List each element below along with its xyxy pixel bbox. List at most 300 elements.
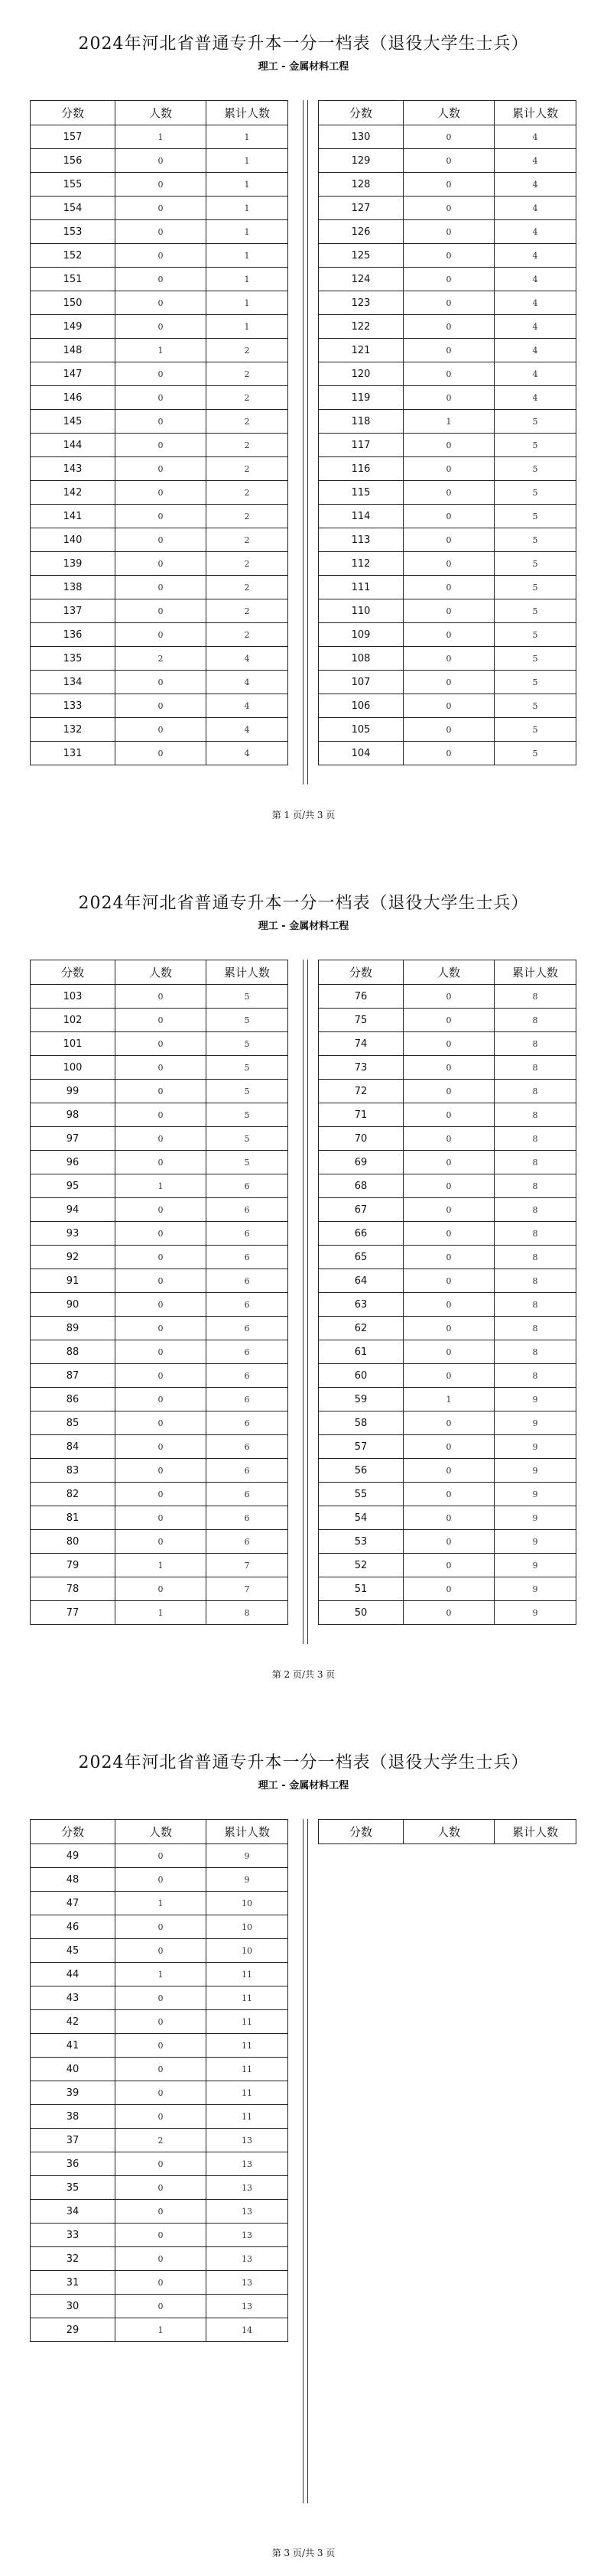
count-cell: 0 [115, 1577, 206, 1601]
table-row [319, 1103, 576, 1127]
table-row [319, 244, 576, 268]
count-cell: 0 [404, 718, 495, 742]
score-cell: 55 [319, 1483, 404, 1506]
cumulative-cell: 4 [495, 386, 576, 410]
count-cell: 0 [115, 1317, 206, 1340]
count-cell: 0 [115, 268, 206, 291]
cumulative-cell: 2 [206, 599, 288, 623]
score-cell: 126 [319, 220, 404, 244]
score-cell: 92 [31, 1246, 115, 1269]
cumulative-cell: 4 [495, 220, 576, 244]
header-count: 人数 [404, 1820, 495, 1844]
score-cell: 34 [31, 2200, 115, 2224]
cumulative-cell: 6 [206, 1246, 288, 1269]
score-cell: 124 [319, 268, 404, 291]
cumulative-cell: 4 [495, 149, 576, 173]
count-cell: 0 [404, 1269, 495, 1293]
count-cell: 0 [115, 2081, 206, 2105]
score-cell: 89 [31, 1317, 115, 1340]
cumulative-cell: 9 [495, 1554, 576, 1577]
table-row [31, 623, 288, 647]
count-cell: 0 [404, 481, 495, 505]
cumulative-cell: 1 [206, 268, 288, 291]
page-footer: 第 1 页/共 3 页 [271, 810, 336, 820]
table-header-row [31, 960, 288, 985]
header-score: 分数 [319, 101, 404, 125]
count-cell: 0 [115, 528, 206, 552]
cumulative-cell: 6 [206, 1411, 288, 1435]
table-row [319, 1198, 576, 1222]
count-cell: 0 [115, 1939, 206, 1963]
table-row [31, 552, 288, 576]
cumulative-cell: 5 [495, 481, 576, 505]
cumulative-cell: 13 [206, 2224, 288, 2247]
header-cumulative: 累计人数 [495, 101, 576, 125]
cumulative-cell: 13 [206, 2176, 288, 2200]
table-row [31, 1174, 288, 1198]
count-cell: 0 [404, 1222, 495, 1246]
cumulative-cell: 1 [206, 220, 288, 244]
table-row [319, 742, 576, 765]
score-cell: 144 [31, 434, 115, 457]
count-cell: 0 [404, 1601, 495, 1625]
table-row [31, 1963, 288, 1986]
cumulative-cell: 8 [495, 1340, 576, 1364]
header-score: 分数 [31, 960, 115, 985]
score-cell: 125 [319, 244, 404, 268]
count-cell: 0 [115, 1986, 206, 2010]
page-title: 2024年河北省普通专升本一分一档表（退役大学生士兵） [78, 894, 529, 913]
count-cell: 0 [115, 1198, 206, 1222]
count-cell: 0 [404, 268, 495, 291]
table-row [31, 1483, 288, 1506]
cumulative-cell: 13 [206, 2200, 288, 2224]
score-cell: 112 [319, 552, 404, 576]
score-cell: 121 [319, 339, 404, 362]
count-cell: 0 [115, 1364, 206, 1388]
cumulative-cell: 11 [206, 1963, 288, 1986]
table-row [31, 2224, 288, 2247]
score-cell: 57 [319, 1435, 404, 1459]
score-cell: 46 [31, 1915, 115, 1939]
table-row [31, 291, 288, 315]
cumulative-cell: 5 [206, 985, 288, 1009]
table-row [31, 2200, 288, 2224]
cumulative-cell: 14 [206, 2318, 288, 2342]
score-cell: 61 [319, 1340, 404, 1364]
cumulative-cell: 8 [495, 1364, 576, 1388]
table-row [319, 1601, 576, 1625]
score-cell: 133 [31, 694, 115, 718]
count-cell: 1 [115, 1601, 206, 1625]
score-cell: 47 [31, 1892, 115, 1915]
cumulative-cell: 8 [495, 1009, 576, 1032]
count-cell: 0 [115, 2176, 206, 2200]
count-cell: 0 [115, 1506, 206, 1530]
header-count: 人数 [404, 960, 495, 985]
score-cell: 153 [31, 220, 115, 244]
count-cell: 0 [404, 1435, 495, 1459]
score-cell: 73 [319, 1056, 404, 1080]
count-cell: 0 [404, 1103, 495, 1127]
count-cell: 0 [115, 552, 206, 576]
table-row [319, 599, 576, 623]
count-cell: 0 [404, 1483, 495, 1506]
table-row [31, 386, 288, 410]
cumulative-cell: 9 [495, 1506, 576, 1530]
count-cell: 0 [404, 647, 495, 671]
score-cell: 72 [319, 1080, 404, 1103]
count-cell: 0 [115, 1530, 206, 1554]
cumulative-cell: 5 [495, 552, 576, 576]
score-cell: 90 [31, 1293, 115, 1317]
cumulative-cell: 2 [206, 623, 288, 647]
score-cell: 40 [31, 2058, 115, 2081]
score-cell: 119 [319, 386, 404, 410]
table-row [31, 599, 288, 623]
count-cell: 0 [115, 2034, 206, 2058]
count-cell: 0 [115, 291, 206, 315]
table-row [31, 1411, 288, 1435]
table-row [319, 410, 576, 434]
cumulative-cell: 8 [206, 1601, 288, 1625]
table-row [31, 1388, 288, 1411]
table-row [31, 315, 288, 339]
cumulative-cell: 1 [206, 149, 288, 173]
table-row [319, 1127, 576, 1151]
cumulative-cell: 2 [206, 552, 288, 576]
cumulative-cell: 11 [206, 2034, 288, 2058]
table-row [319, 1459, 576, 1483]
column-divider [303, 1819, 308, 2503]
score-cell: 138 [31, 576, 115, 599]
score-cell: 66 [319, 1222, 404, 1246]
count-cell: 0 [115, 2224, 206, 2247]
count-cell: 0 [115, 694, 206, 718]
count-cell: 0 [404, 1577, 495, 1601]
score-cell: 134 [31, 671, 115, 694]
score-cell: 157 [31, 125, 115, 149]
cumulative-cell: 8 [495, 1174, 576, 1198]
count-cell: 0 [115, 718, 206, 742]
score-table-right [318, 960, 576, 1625]
count-cell: 0 [115, 362, 206, 386]
score-cell: 49 [31, 1844, 115, 1868]
cumulative-cell: 4 [495, 244, 576, 268]
count-cell: 0 [115, 1127, 206, 1151]
table-row [31, 1986, 288, 2010]
table-row [31, 985, 288, 1009]
count-cell: 0 [404, 671, 495, 694]
cumulative-cell: 7 [206, 1577, 288, 1601]
score-cell: 42 [31, 2010, 115, 2034]
table-row [319, 647, 576, 671]
cumulative-cell: 9 [495, 1601, 576, 1625]
cumulative-cell: 6 [206, 1340, 288, 1364]
cumulative-cell: 8 [495, 1103, 576, 1127]
count-cell: 1 [115, 125, 206, 149]
cumulative-cell: 5 [206, 1127, 288, 1151]
score-cell: 96 [31, 1151, 115, 1174]
score-cell: 88 [31, 1340, 115, 1364]
cumulative-cell: 9 [495, 1411, 576, 1435]
table-row [319, 1411, 576, 1435]
score-cell: 76 [319, 985, 404, 1009]
cumulative-cell: 6 [206, 1435, 288, 1459]
count-cell: 0 [404, 1293, 495, 1317]
table-row [319, 125, 576, 149]
table-row [31, 434, 288, 457]
count-cell: 0 [115, 2247, 206, 2271]
table-row [319, 1293, 576, 1317]
table-row [319, 1388, 576, 1411]
count-cell: 0 [115, 1246, 206, 1269]
cumulative-cell: 5 [206, 1103, 288, 1127]
cumulative-cell: 11 [206, 2081, 288, 2105]
table-header-row [319, 1820, 576, 1844]
score-table-left [30, 1819, 288, 2342]
table-row [31, 2081, 288, 2105]
score-cell: 135 [31, 647, 115, 671]
cumulative-cell: 2 [206, 339, 288, 362]
cumulative-cell: 13 [206, 2271, 288, 2295]
count-cell: 0 [404, 623, 495, 647]
count-cell: 0 [404, 362, 495, 386]
score-table-left [30, 960, 288, 1625]
score-cell: 81 [31, 1506, 115, 1530]
table-row [31, 1103, 288, 1127]
header-count: 人数 [115, 1820, 206, 1844]
count-cell: 1 [115, 1174, 206, 1198]
cumulative-cell: 5 [495, 576, 576, 599]
cumulative-cell: 10 [206, 1939, 288, 1963]
table-row [319, 1506, 576, 1530]
table-row [31, 2034, 288, 2058]
count-cell: 0 [115, 244, 206, 268]
table-row [31, 742, 288, 765]
score-cell: 139 [31, 552, 115, 576]
cumulative-cell: 11 [206, 2058, 288, 2081]
count-cell: 0 [115, 197, 206, 220]
table-row [319, 1032, 576, 1056]
count-cell: 0 [115, 481, 206, 505]
count-cell: 0 [404, 505, 495, 528]
table-row [319, 291, 576, 315]
table-row [31, 1435, 288, 1459]
score-cell: 68 [319, 1174, 404, 1198]
cumulative-cell: 8 [495, 1317, 576, 1340]
score-table-right [318, 1819, 576, 1844]
score-cell: 41 [31, 2034, 115, 2058]
cumulative-cell: 9 [495, 1388, 576, 1411]
header-score: 分数 [31, 101, 115, 125]
table-row [31, 1506, 288, 1530]
table-row [31, 410, 288, 434]
score-cell: 53 [319, 1530, 404, 1554]
table-row [31, 576, 288, 599]
cumulative-cell: 2 [206, 481, 288, 505]
score-cell: 31 [31, 2271, 115, 2295]
score-cell: 63 [319, 1293, 404, 1317]
header-cumulative: 累计人数 [206, 101, 288, 125]
cumulative-cell: 6 [206, 1483, 288, 1506]
score-cell: 82 [31, 1483, 115, 1506]
score-cell: 60 [319, 1364, 404, 1388]
score-cell: 94 [31, 1198, 115, 1222]
count-cell: 0 [115, 1103, 206, 1127]
score-cell: 97 [31, 1127, 115, 1151]
count-cell: 0 [404, 1340, 495, 1364]
cumulative-cell: 4 [206, 694, 288, 718]
cumulative-cell: 6 [206, 1459, 288, 1483]
score-cell: 74 [319, 1032, 404, 1056]
table-row [31, 1554, 288, 1577]
cumulative-cell: 5 [495, 457, 576, 481]
cumulative-cell: 11 [206, 2105, 288, 2129]
cumulative-cell: 8 [495, 1246, 576, 1269]
count-cell: 0 [404, 528, 495, 552]
score-cell: 37 [31, 2129, 115, 2152]
table-row [319, 1080, 576, 1103]
cumulative-cell: 13 [206, 2129, 288, 2152]
cumulative-cell: 1 [206, 125, 288, 149]
page-footer: 第 2 页/共 3 页 [271, 1669, 336, 1680]
count-cell: 0 [115, 220, 206, 244]
count-cell: 0 [115, 1915, 206, 1939]
score-cell: 33 [31, 2224, 115, 2247]
table-row [31, 2105, 288, 2129]
cumulative-cell: 5 [495, 742, 576, 765]
score-cell: 36 [31, 2152, 115, 2176]
page-subtitle: 理工 - 金属材料工程 [258, 1780, 349, 1792]
score-cell: 91 [31, 1269, 115, 1293]
count-cell: 1 [115, 2318, 206, 2342]
table-row [319, 1577, 576, 1601]
score-cell: 136 [31, 623, 115, 647]
header-cumulative: 累计人数 [206, 960, 288, 985]
score-cell: 150 [31, 291, 115, 315]
score-cell: 110 [319, 599, 404, 623]
score-cell: 109 [319, 623, 404, 647]
score-cell: 100 [31, 1056, 115, 1080]
count-cell: 0 [115, 1459, 206, 1483]
score-cell: 98 [31, 1103, 115, 1127]
score-cell: 130 [319, 125, 404, 149]
cumulative-cell: 6 [206, 1222, 288, 1246]
score-cell: 50 [319, 1601, 404, 1625]
score-cell: 142 [31, 481, 115, 505]
table-row [319, 576, 576, 599]
count-cell: 0 [404, 1364, 495, 1388]
cumulative-cell: 1 [206, 173, 288, 197]
score-cell: 118 [319, 410, 404, 434]
count-cell: 0 [404, 1080, 495, 1103]
count-cell: 0 [115, 505, 206, 528]
score-cell: 115 [319, 481, 404, 505]
score-cell: 137 [31, 599, 115, 623]
cumulative-cell: 2 [206, 410, 288, 434]
header-score: 分数 [319, 1820, 404, 1844]
cumulative-cell: 7 [206, 1554, 288, 1577]
table-row [31, 173, 288, 197]
cumulative-cell: 4 [495, 291, 576, 315]
count-cell: 1 [115, 1554, 206, 1577]
score-cell: 106 [319, 694, 404, 718]
cumulative-cell: 1 [206, 315, 288, 339]
cumulative-cell: 13 [206, 2247, 288, 2271]
count-cell: 0 [115, 2200, 206, 2224]
count-cell: 0 [404, 339, 495, 362]
table-row [319, 339, 576, 362]
table-row [31, 694, 288, 718]
cumulative-cell: 4 [495, 125, 576, 149]
table-header-row [31, 101, 288, 125]
score-cell: 145 [31, 410, 115, 434]
table-row [319, 1340, 576, 1364]
count-cell: 0 [404, 173, 495, 197]
cumulative-cell: 6 [206, 1388, 288, 1411]
table-row [319, 1317, 576, 1340]
table-row [31, 1939, 288, 1963]
score-cell: 147 [31, 362, 115, 386]
score-cell: 54 [319, 1506, 404, 1530]
cumulative-cell: 2 [206, 576, 288, 599]
score-cell: 85 [31, 1411, 115, 1435]
score-cell: 122 [319, 315, 404, 339]
cumulative-cell: 5 [206, 1032, 288, 1056]
count-cell: 0 [115, 2152, 206, 2176]
count-cell: 0 [404, 197, 495, 220]
count-cell: 0 [404, 1317, 495, 1340]
score-cell: 44 [31, 1963, 115, 1986]
score-cell: 141 [31, 505, 115, 528]
cumulative-cell: 8 [495, 1056, 576, 1080]
cumulative-cell: 2 [206, 434, 288, 457]
table-row [31, 1080, 288, 1103]
table-row [31, 1601, 288, 1625]
count-cell: 0 [115, 1483, 206, 1506]
cumulative-cell: 1 [206, 244, 288, 268]
count-cell: 0 [404, 1198, 495, 1222]
header-cumulative: 累计人数 [495, 960, 576, 985]
header-cumulative: 累计人数 [495, 1820, 576, 1844]
table-row [319, 362, 576, 386]
table-row [319, 505, 576, 528]
cumulative-cell: 5 [206, 1151, 288, 1174]
cumulative-cell: 6 [206, 1198, 288, 1222]
count-cell: 0 [115, 315, 206, 339]
count-cell: 0 [115, 173, 206, 197]
table-row [31, 1892, 288, 1915]
table-row [31, 1056, 288, 1080]
score-cell: 114 [319, 505, 404, 528]
score-cell: 140 [31, 528, 115, 552]
score-cell: 52 [319, 1554, 404, 1577]
table-row [31, 1459, 288, 1483]
cumulative-cell: 5 [495, 623, 576, 647]
table-row [31, 149, 288, 173]
count-cell: 0 [115, 671, 206, 694]
header-cumulative: 累计人数 [206, 1820, 288, 1844]
count-cell: 0 [115, 1435, 206, 1459]
score-cell: 67 [319, 1198, 404, 1222]
cumulative-cell: 8 [495, 1080, 576, 1103]
count-cell: 0 [404, 386, 495, 410]
table-row [31, 268, 288, 291]
header-count: 人数 [404, 101, 495, 125]
score-cell: 84 [31, 1435, 115, 1459]
cumulative-cell: 8 [495, 1127, 576, 1151]
